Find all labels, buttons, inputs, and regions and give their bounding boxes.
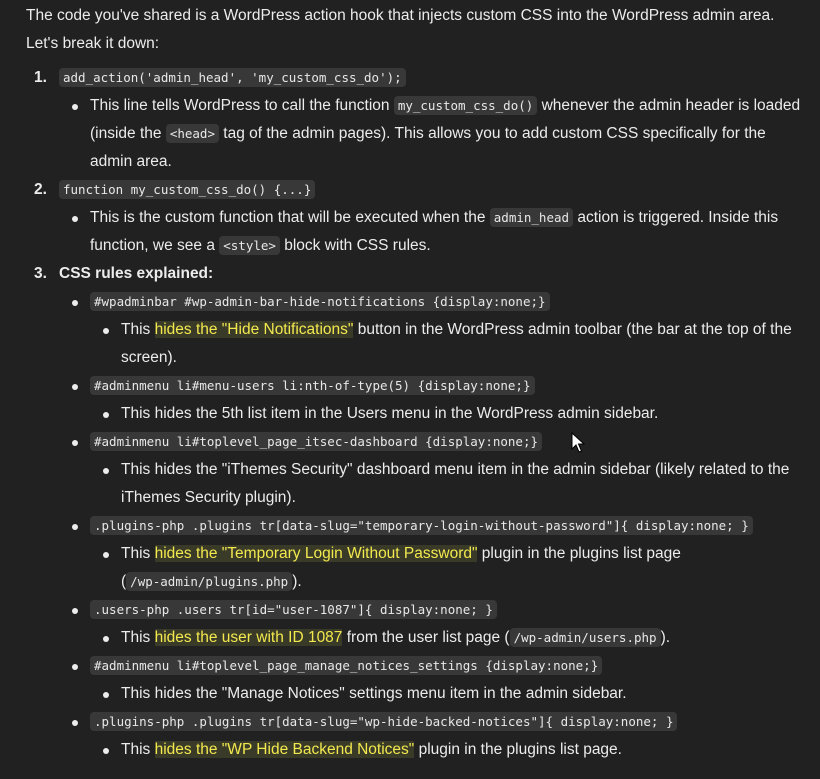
css-rule-code: #adminmenu li#menu-users li:nth-of-type(5) {display:none;} (90, 376, 535, 395)
rule-explanation (90, 736, 806, 764)
explanation-text: This (121, 629, 155, 646)
css-rule-item (59, 372, 806, 428)
rule-explanation (90, 540, 806, 596)
intro-paragraph (26, 2, 806, 58)
sub-list (59, 204, 806, 260)
explanation-text: This (121, 545, 155, 562)
intro-line-1: The code you've shared is a WordPress action hook that injects custom CSS into the WordPress admin area. (26, 7, 775, 24)
explanation-text: This hides the "Manage Notices" settings menu item in the admin sidebar. (121, 685, 627, 702)
path-code: /wp-admin/users.php (510, 628, 661, 647)
text: tag of the admin pages). This allows you to add custom CSS specifically for the admin area. (90, 125, 766, 170)
rule-explanation (90, 316, 806, 372)
css-rule-code: #wpadminbar #wp-admin-bar-hide-notifications {display:none;} (90, 292, 550, 311)
list-number: 1. (34, 69, 47, 86)
rule-explanation-list (90, 540, 806, 596)
rule-explanation (90, 400, 806, 428)
list-number: 3. (34, 265, 47, 282)
rule-explanation-list (90, 456, 806, 512)
css-rule-code: #adminmenu li#toplevel_page_manage_notices_settings {display:none;} (90, 656, 602, 675)
mouse-pointer-icon (570, 432, 586, 454)
css-rule-item (59, 652, 806, 708)
css-rule-item (59, 708, 806, 764)
highlighted-text: hides the user with ID 1087 (154, 629, 343, 646)
inline-code: function my_custom_css_do() {...} (59, 180, 315, 199)
css-rule-item (59, 512, 806, 596)
list-item-1 (26, 64, 806, 176)
inline-code: admin_head (490, 208, 573, 227)
explanation-text: ). (660, 629, 671, 646)
css-rule-code: .plugins-php .plugins tr[data-slug="wp-hide-backed-notices"]{ display:none; } (90, 712, 677, 731)
explanation-text: This hides the 5th list item in the Users menu in the WordPress admin sidebar. (121, 405, 659, 422)
text: This is the custom function that will be executed when the (90, 209, 490, 226)
rule-explanation-list (90, 316, 806, 372)
css-rule-item (59, 288, 806, 372)
path-code: /wp-admin/plugins.php (126, 572, 292, 591)
css-rule-code: .plugins-php .plugins tr[data-slug="temporary-login-without-password"]{ display:none; } (90, 516, 753, 535)
chat-response (26, 2, 806, 764)
sub-list-item (59, 204, 806, 260)
section-label: CSS rules explained: (59, 265, 214, 282)
rule-explanation-list (90, 400, 806, 428)
inline-code: <style> (219, 236, 280, 255)
css-rule-code: .users-php .users tr[id="user-1087"]{ display:none; } (90, 600, 497, 619)
explanation-text: This (121, 321, 155, 338)
highlighted-text: hides the "Hide Notifications" (154, 321, 354, 338)
list-item-3 (26, 260, 806, 764)
sub-list (59, 92, 806, 176)
inline-code: my_custom_css_do() (394, 96, 537, 115)
text: This line tells WordPress to call the function (90, 97, 394, 114)
rule-explanation (90, 680, 806, 708)
text: whenever the admin header is loaded (inside the (90, 97, 801, 142)
highlighted-text: hides the "Temporary Login Without Password" (154, 545, 478, 562)
rule-explanation-list (90, 624, 806, 652)
inline-code: add_action('admin_head', 'my_custom_css_do'); (59, 68, 406, 87)
intro-line-2: Let's break it down: (26, 35, 160, 52)
explanation-text: This (121, 741, 155, 758)
list-item-2 (26, 176, 806, 260)
rule-explanation (90, 456, 806, 512)
explanation-text: plugin in the plugins list page ( (121, 545, 681, 590)
css-rule-item (59, 596, 806, 652)
text: action is triggered. Inside this function, we see a (90, 209, 779, 254)
css-rules-list (59, 288, 806, 764)
explanation-text: button in the WordPress admin toolbar (the bar at the top of the screen). (121, 321, 792, 366)
inline-code: <head> (166, 124, 219, 143)
explanation-text: plugin in the plugins list page. (414, 741, 622, 758)
css-rule-item (59, 428, 806, 512)
rule-explanation (90, 624, 806, 652)
list-number: 2. (34, 181, 47, 198)
css-rule-code: #adminmenu li#toplevel_page_itsec-dashboard {display:none;} (90, 432, 542, 451)
explanation-text: ). (292, 573, 302, 590)
sub-list-item (59, 92, 806, 176)
highlighted-text: hides the "WP Hide Backend Notices" (154, 741, 415, 758)
explanation-text: This hides the "iThemes Security" dashboard menu item in the admin sidebar (likely related to the iThemes Security plugin). (121, 461, 790, 506)
text: block with CSS rules. (279, 237, 431, 254)
explanation-list (26, 64, 806, 764)
rule-explanation-list (90, 680, 806, 708)
explanation-text: from the user list page ( (342, 629, 510, 646)
rule-explanation-list (90, 736, 806, 764)
